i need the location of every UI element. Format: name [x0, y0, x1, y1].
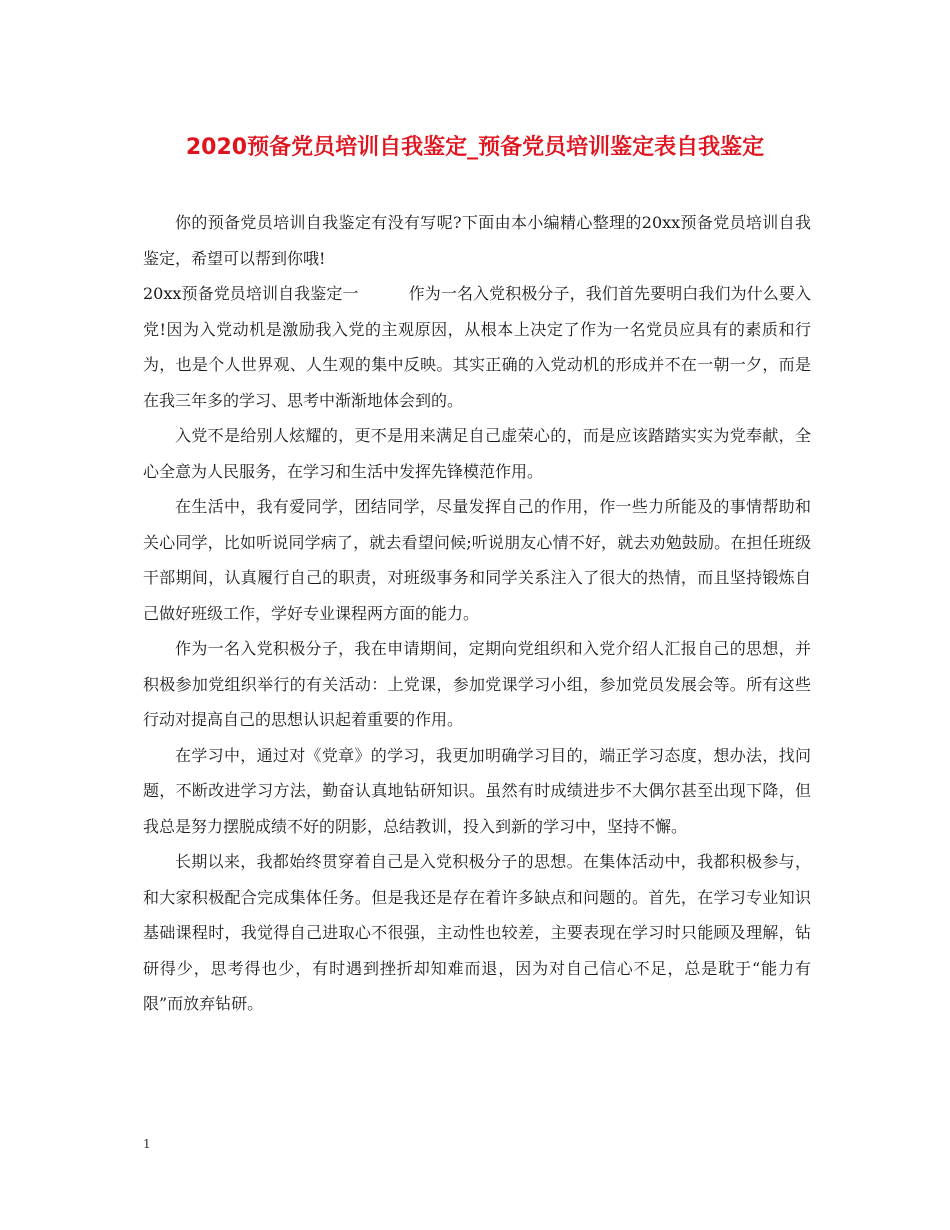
page-number: 1 [143, 1137, 151, 1151]
document-title: 2020预备党员培训自我鉴定_预备党员培训鉴定表自我鉴定 [185, 135, 765, 160]
intro-paragraph: 你的预备党员培训自我鉴定有没有写呢?下面由本小编精心整理的20xx预备党员培训自我鉴定，希望可以帮到你哦! [143, 213, 811, 268]
body-paragraph: 在生活中，我有爱同学，团结同学，尽量发挥自己的作用，作一些力所能及的事情帮助和关心同学，比如听说同学病了，就去看望问候;听说朋友心情不好，就去劝勉鼓励。在担任班级干部期间，认真履行自己的职责，对班级事务和同学关系注入了很大的热情，而且坚持锻炼自己做好班级工作，学好专业课程两方面的能力。 [143, 497, 811, 623]
body-paragraph: 在学习中，通过对《党章》的学习，我更加明确学习目的，端正学习态度，想办法，找问题，不断改进学习方法，勤奋认真地钻研知识。虽然有时成绩进步不大偶尔甚至出现下降，但我总是努力摆脱成绩不好的阴影，总结教训，投入到新的学习中，坚持不懈。 [143, 745, 811, 836]
section-first-paragraph [143, 276, 811, 418]
body-paragraph: 作为一名入党积极分子，我在申请期间，定期向党组织和入党介绍人汇报自己的思想，并积极参加党组织举行的有关活动：上党课，参加党课学习小组，参加党员发展会等。所有这些行动对提高自己的思想认识起着重要的作用。 [143, 639, 811, 729]
document-body [143, 205, 811, 1022]
section-heading: 20xx预备党员培训自我鉴定一 [143, 284, 359, 303]
body-paragraph: 长期以来，我都始终贯穿着自己是入党积极分子的思想。在集体活动中，我都积极参与，和大家积极配合完成集体任务。但是我还是存在着许多缺点和问题的。首先，在学习专业知识基础课程时，我觉得自己进取心不很强，主动性也较差，主要表现在学习时只能顾及理解，钻研得少，思考得也少，有时遇到挫折却知难而退，因为对自己信心不足，总是耽于“能力有限”而放弃钻研。 [143, 852, 811, 1013]
body-paragraph: 入党不是给别人炫耀的，更不是用来满足自己虚荣心的，而是应该踏踏实实为党奉献，全心全意为人民服务，在学习和生活中发挥先锋模范作用。 [143, 426, 811, 481]
section-first-text: 作为一名入党积极分子，我们首先要明白我们为什么要入党!因为入党动机是激励我入党的主观原因，从根本上决定了作为一名党员应具有的素质和行为，也是个人世界观、人生观的集中反映。其实正确的入党动机的形成并不在一朝一夕，而是在我三年多的学习、思考中渐渐地体会到的。 [143, 284, 811, 410]
